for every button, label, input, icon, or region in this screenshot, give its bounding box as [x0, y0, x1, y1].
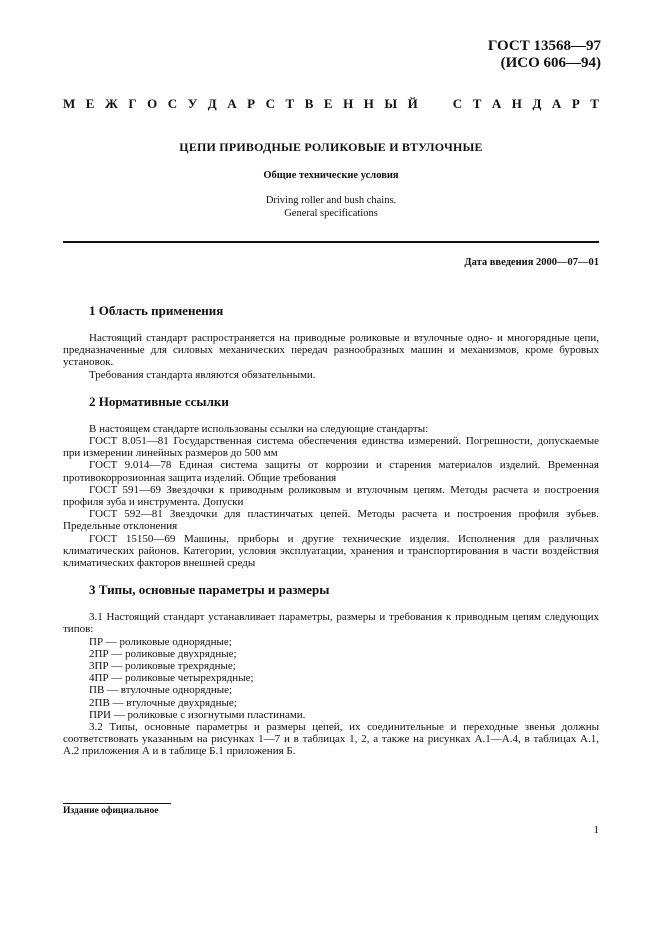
section-1-paragraph: Настоящий стандарт распространяется на приводные роликовые и втулочные одно- и многорядные цепи, предназначенные для силовых механических передач разнообразных машин и механизмов, кроме буровых установок. [63, 332, 599, 369]
banner-letter: Т [472, 96, 482, 111]
banner-letter: В [304, 96, 314, 111]
english-title [63, 195, 599, 220]
chain-type-item: ПР — роликовые однорядные; [89, 635, 232, 648]
banner-letter: У [187, 96, 198, 111]
english-title-line1: Driving roller and bush chains. [265, 195, 397, 206]
chain-type-item: 4ПР — роликовые четырехрядные; [89, 672, 254, 685]
document-body [63, 303, 599, 758]
reference-item: ГОСТ 591—69 Звездочки к приводным роликовым и втулочным цепям. Методы расчета и построения профиля зуба и инструмента. Допуски [63, 483, 599, 509]
banner-letter: Ж [104, 96, 118, 111]
footer-divider [63, 803, 171, 804]
section-2-heading: 2 Нормативные ссылки [89, 393, 229, 409]
banner-letter: Т [285, 96, 295, 111]
english-title-line2: General specifications [284, 207, 378, 219]
banner-letter: С [452, 96, 463, 111]
banner-letter [428, 96, 442, 112]
chain-type-item: 2ПР — роликовые двухрядные; [89, 647, 237, 660]
banner-letter: А [491, 96, 502, 111]
reference-item: ГОСТ 592—81 Звездочки для пластинчатых цепей. Методы расчета и построения профиля зубьев. Предельные отклонения [63, 508, 599, 533]
title-block [63, 140, 599, 220]
chain-type-item: 3ПР — роликовые трехрядные; [89, 660, 236, 673]
iso-number: (ИСО 606—94) [500, 55, 601, 71]
chain-type-item: ПРИ — роликовые с изогнутыми пластинами. [89, 708, 306, 721]
section-2-paragraph: В настоящем стандарте использованы ссылки на следующие стандарты: [89, 422, 429, 435]
section-3-paragraph: 3.1 Настоящий стандарт устанавливает параметры, размеры и требования к приводным цепям следующих типов: [63, 611, 599, 636]
banner-letter: Ы [384, 96, 398, 111]
chain-type-item: ПВ — втулочные однорядные; [89, 684, 233, 697]
banner-letter: О [147, 96, 158, 111]
banner-letter: Д [532, 96, 542, 111]
banner-letter: С [167, 96, 178, 111]
reference-item: ГОСТ 9.014—78 Единая система защиты от коррозии и старения материалов изделий. Временная противокоррозионная защита изделий. Общие требования [63, 459, 599, 484]
reference-item: ГОСТ 15150—69 Машины, приборы и другие технические изделия. Исполнения для различных климатических районов. Категории, условия эксплуатации, хранения и транспортирования в части воздействия климатических факторов внешней среды [63, 532, 599, 570]
reference-item: ГОСТ 8.051—81 Государственная система обеспечения единства измерений. Погрешности, допускаемые при измерении линейных размеров до 500 мм [63, 435, 599, 460]
banner-letter: Н [343, 96, 354, 111]
interstate-standard-banner [63, 96, 599, 112]
banner-letter: Е [85, 96, 95, 111]
banner-letter: М [63, 96, 76, 111]
banner-letter: Р [247, 96, 256, 111]
banner-letter: Г [128, 96, 137, 111]
banner-letter: Н [363, 96, 374, 111]
introduction-date: Дата введения 2000—07—01 [464, 257, 599, 268]
gost-code-block [488, 38, 601, 72]
section-3-paragraph: 3.2 Типы, основные параметры и размеры цепей, их соединительные и переходные звенья должны соответствовать указанным на рисунках 1—7 и в таблицах 1, 2, а также на рисунках А.1—А.4, в таблицах А.1, А.2 приложения А и в таблице Б.1 приложения Б. [63, 721, 599, 758]
section-1-heading: 1 Область применения [89, 303, 224, 318]
banner-letter: А [551, 96, 562, 111]
banner-letter: Й [407, 96, 418, 111]
section-1-paragraph: Требования стандарта являются обязательными. [89, 368, 316, 381]
header-divider [63, 241, 599, 243]
document-title: ЦЕПИ ПРИВОДНЫЕ РОЛИКОВЫЕ И ВТУЛОЧНЫЕ [179, 140, 483, 154]
banner-letter: С [265, 96, 275, 111]
banner-letter: А [227, 96, 237, 111]
banner-letter: Т [590, 96, 599, 111]
banner-letter: Н [511, 96, 522, 111]
section-3-heading: 3 Типы, основные параметры и размеры [89, 582, 330, 598]
gost-number: ГОСТ 13568—97 [487, 38, 601, 54]
document-subtitle: Общие технические условия [263, 170, 399, 181]
chain-type-item: 2ПВ — втулочные двухрядные; [89, 696, 237, 709]
official-edition-note: Издание официальное [63, 806, 159, 816]
page-number: 1 [593, 824, 599, 836]
banner-letter: Д [207, 96, 217, 111]
banner-letter: Е [323, 96, 333, 111]
banner-letter: Р [571, 96, 580, 111]
